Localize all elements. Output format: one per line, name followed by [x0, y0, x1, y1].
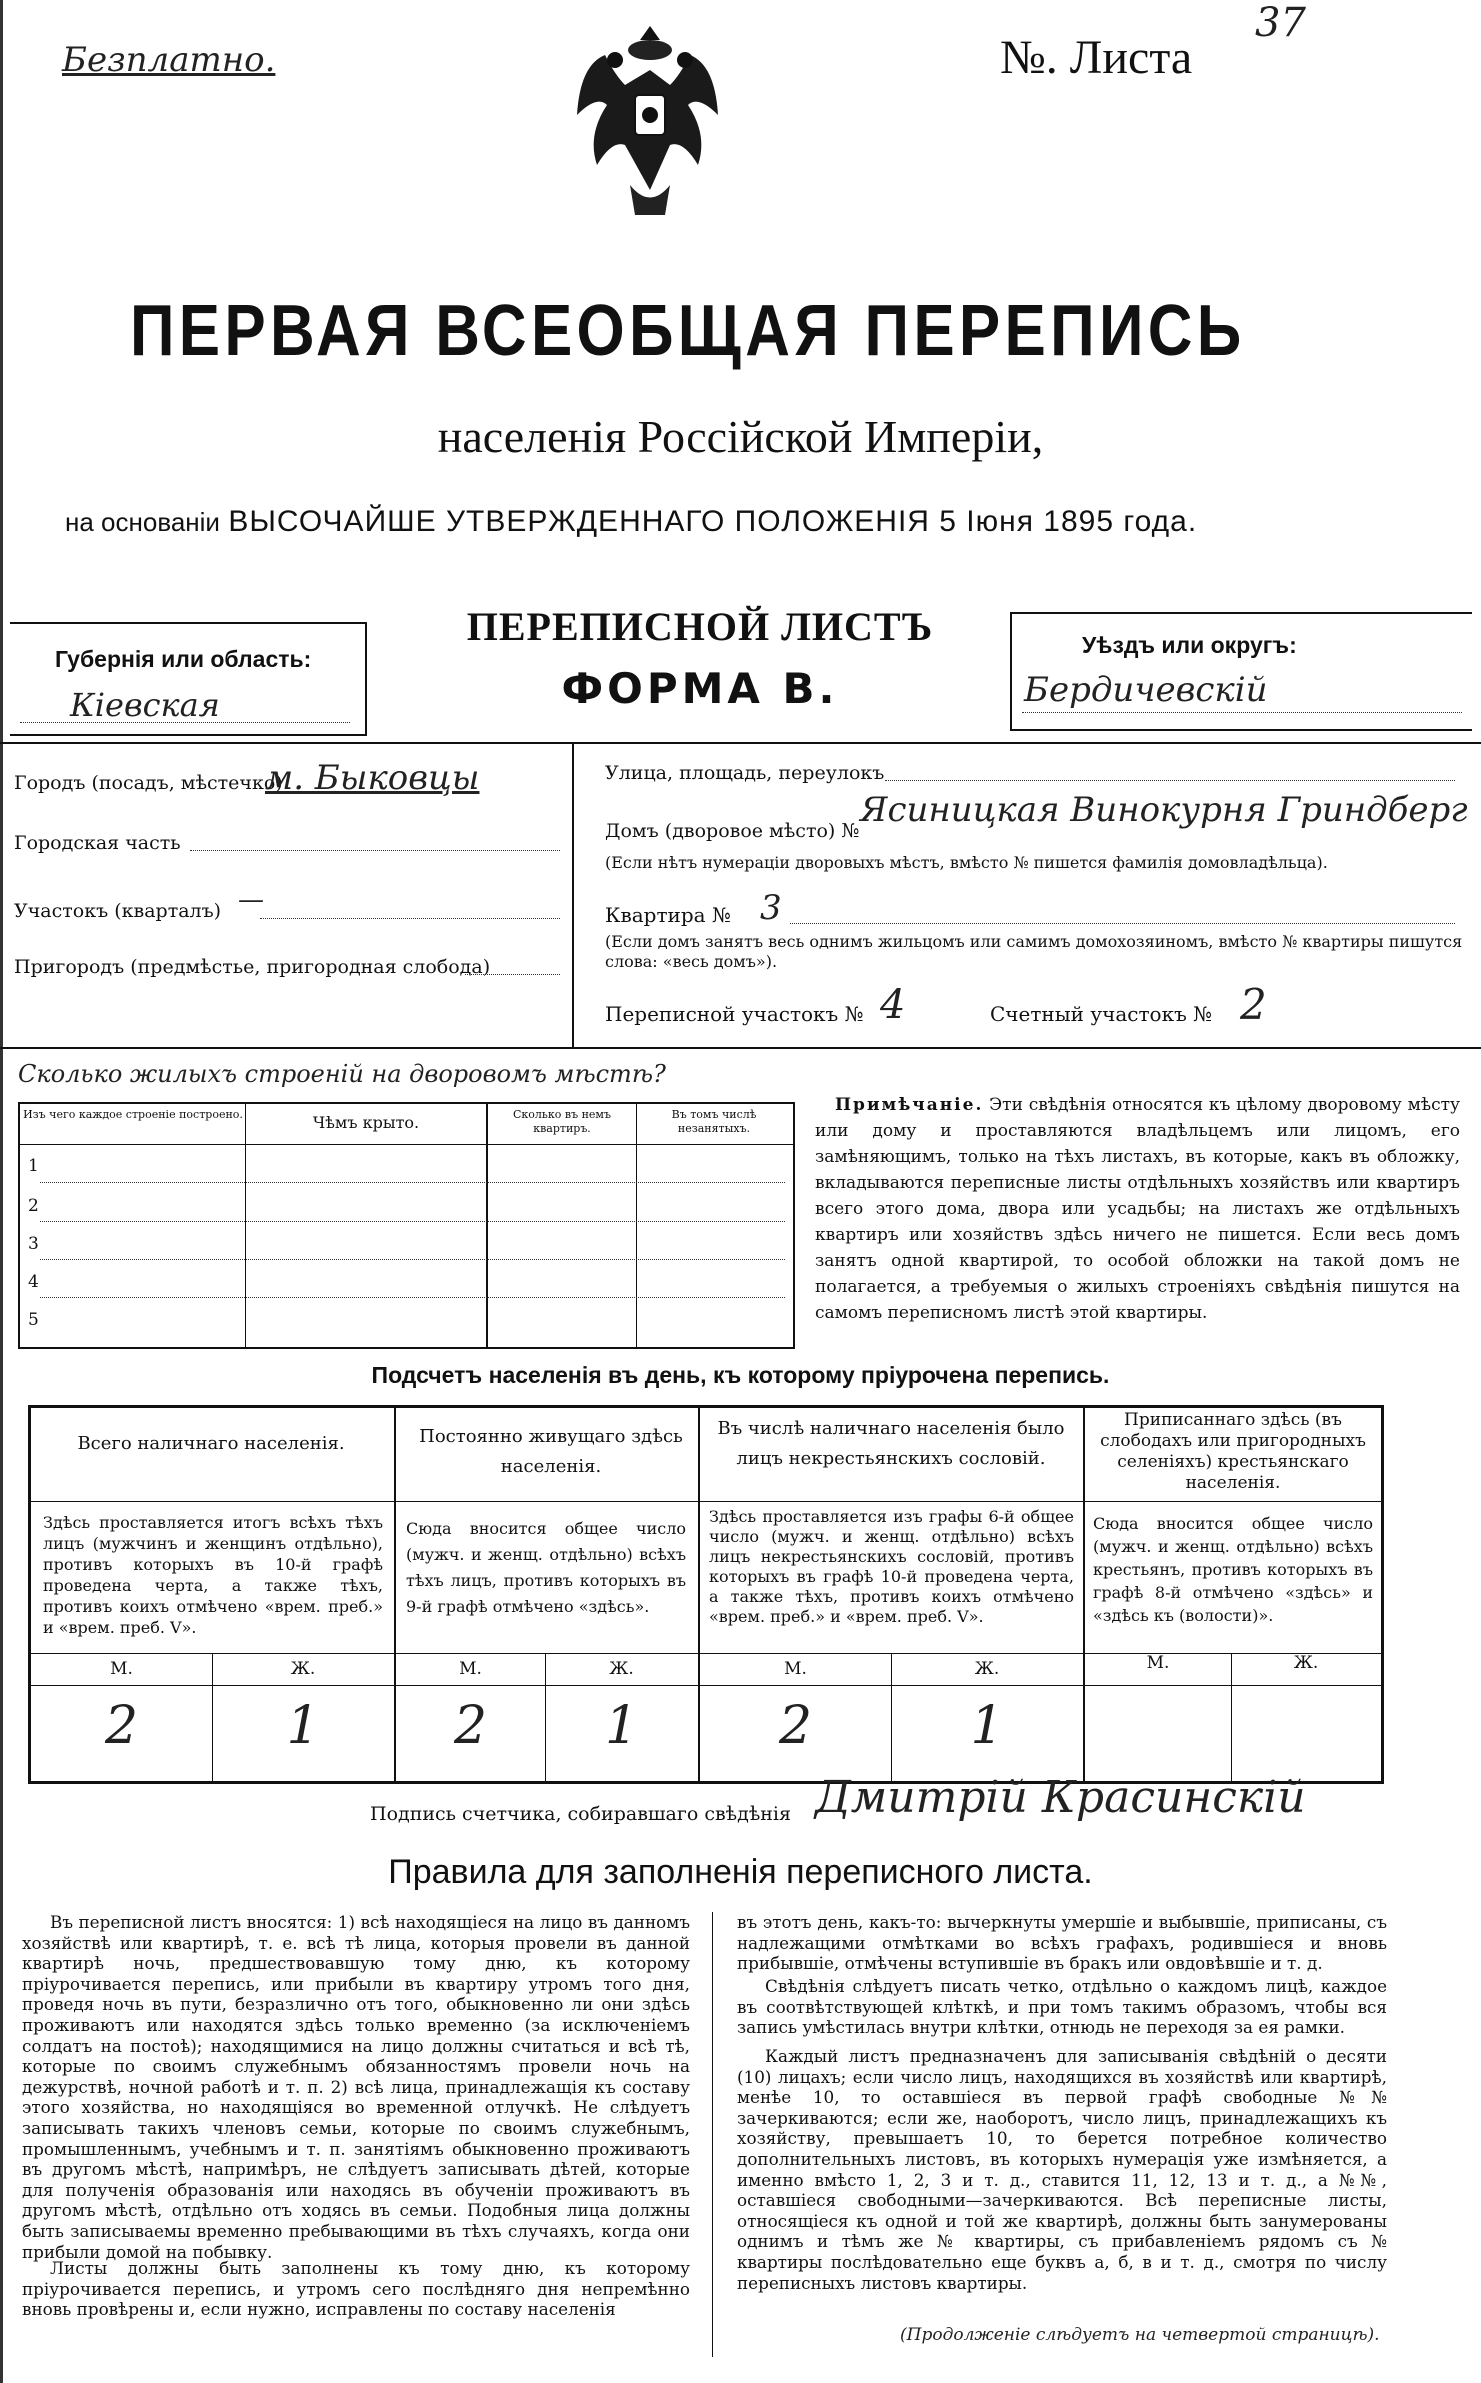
sheet-no-value: 37 — [1255, 0, 1306, 46]
rules-right-p2: Свѣдѣнія слѣдуетъ писать четко, отдѣльно о каждомъ лицѣ, каждое въ соотвѣтствующей клѣткѣ, и при томъ такимъ образомъ, чтобы вся запись умѣстилась внутри клѣтки, отнюдь не переходя за ея рамки. — [737, 1976, 1387, 2038]
basis-line — [65, 505, 1197, 539]
note-text: Эти свѣдѣнія относятся къ цѣлому дворовому мѣсту или дому и проставляются владѣльцемъ или лицомъ, его замѣняющимъ, только на тѣхъ листахъ, въ которые, какъ въ обложку, вкладываются переписные листы отдѣльныхъ хозяйствъ или квартиръ всего этого дома, двора или усадьбы; на листахъ же отдѣльныхъ квартиръ или хозяйствъ здѣсь ничего не пишется. Если весь домъ занятъ одной квартирой, то особой обложки на такой домъ не полагается, а требуемыя о жилыхъ строеніяхъ свѣдѣнія пишутся на самомъ переписномъ листѣ этой квартиры. — [815, 1095, 1461, 1323]
count-area-value: 2 — [1240, 980, 1267, 1029]
district-value: — — [238, 885, 264, 915]
house-note: (Если нѣтъ нумераціи дворовыхъ мѣстъ, вмѣсто № пишется фамилія домовладѣльца). — [605, 853, 1328, 872]
house-label: Домъ (дворовое мѣсто) № — [605, 820, 860, 842]
buildings-head-vacant: Въ томъ числѣ незанятыхъ. — [671, 1108, 757, 1135]
count-desc-2: Сюда вносится общее число (мужч. и женщ. отдѣльно) всѣхъ тѣхъ лицъ, противъ которыхъ въ 9-й графѣ отмѣчено «здѣсь». — [406, 1519, 686, 1616]
apt-value: 3 — [760, 888, 782, 928]
main-subtitle: населенія Россійской Имперіи, — [437, 411, 1044, 462]
count-value-m-3: 2 — [778, 1696, 813, 1756]
rules-left-p2: Листы должны быть заполнены къ тому дню, къ которому пріурочивается перепись, и утромъ сего послѣдняго дня непремѣнно вновь провѣрены и, если нужно, исправлены по составу населенія — [22, 2258, 690, 2320]
gubernia-box — [10, 622, 367, 736]
census-area-value: 4 — [880, 982, 906, 1028]
signature-value: Дмитрій Красинскій — [815, 1772, 1306, 1823]
form-title-line2: ФОРМА В. — [561, 664, 839, 713]
free-label: Безплатно. — [62, 40, 276, 80]
count-m-label: М. — [459, 1659, 482, 1679]
count-f-label: Ж. — [974, 1659, 1000, 1679]
note-label: Примѣчаніе. — [835, 1095, 984, 1115]
note-paragraph — [815, 1092, 1460, 1326]
uezd-label: Уѣздъ или округъ: — [1082, 632, 1297, 658]
apt-label: Квартира № — [605, 903, 731, 927]
count-desc-4: Сюда вносится общее число (мужч. и женщ. отдѣльно) всѣхъ крестьянъ, противъ которыхъ въ графѣ 8-й отмѣчено «здѣсь» и «здѣсь къ (волости)». — [1093, 1514, 1373, 1625]
count-f-label: Ж. — [290, 1659, 316, 1679]
count-m-label: М. — [1146, 1653, 1170, 1673]
gubernia-label: Губернія или область: — [55, 646, 312, 672]
rules-right-p1: въ этотъ день, какъ-то: вычеркнуты умершіе и выбывшіе, приписаны, съ надлежащими отмѣтками во всѣхъ графахъ, родившіеся и вновь прибывшіе, отмѣчены вступившіе въ бракъ или овдовѣвшіе и т. д. — [737, 1912, 1387, 1974]
buildings-row: 1 — [28, 1156, 39, 1176]
count-m-label: М. — [110, 1659, 133, 1679]
rules-title: Правила для заполненія переписного листа. — [388, 1853, 1093, 1891]
buildings-head-apartments: Сколько въ немъ квартиръ. — [513, 1108, 611, 1135]
count-desc-1: Здѣсь проставляется итогъ всѣхъ тѣхъ лицъ (мужчинъ и женщинъ отдѣльно), противъ которыхъ въ 10-й графѣ проведена черта, а также тѣхъ, противъ коихъ отмѣчено «врем. преб.» и «врем. преб. V». — [43, 1513, 383, 1637]
count-value-f-3: 1 — [970, 1696, 1004, 1756]
city-part-label: Городская часть — [14, 832, 181, 854]
buildings-row: 3 — [28, 1234, 39, 1254]
count-f-label: Ж. — [1293, 1653, 1319, 1673]
count-head-1: Всего наличнаго населенія. — [77, 1433, 345, 1454]
buildings-question: Сколько жилыхъ строеній на дворовомъ мѣстѣ? — [18, 1060, 666, 1088]
buildings-table — [18, 1102, 795, 1349]
rules-left-p1: Въ переписной листъ вносятся: 1) всѣ находящіеся на лицо въ данномъ хозяйствѣ или квартирѣ, т. е. всѣ тѣ лица, которыя провели въ данной квартирѣ ночь, предшествовавшую тому дню, къ которому пріурочивается перепись, или прибыли въ квартиру утромъ того дня, проведя ночь въ пути, безразлично отъ того, обыкновенно ли они здѣсь проживаютъ или находятся здѣсь только временно (за исключеніемъ солдатъ на постоѣ); находящимися на лицо должны считаться и всѣ тѣ, которые по своимъ служебнымъ обязанностямъ провели ночь на дежурствѣ, ночной работѣ и т. п. 2) всѣ лица, принадлежащія къ составу этого хозяйства, но находящіяся во временной отлучкѣ. Не слѣдуетъ записывать такихъ членовъ семьи, которые по своимъ служебнымъ, промышленнымъ, учебнымъ и т. п. занятіямъ обыкновенно проживаютъ въ другомъ мѣстѣ, напримѣръ, не слѣдуетъ записывать дѣтей, которые для полученія образованія или находясь въ обученіи проживаютъ въ другомъ мѣстѣ, отдѣльно отъ ходясь въ семьи. Подобныя лица должны быть записываемы временно пребывающими въ тѣхъ случаяхъ, когда они прибыли домой на побывку. — [22, 1912, 690, 2262]
house-value: Ясиницкая Винокурня Гриндберг — [860, 790, 1468, 830]
city-value: м. Быковцы — [265, 758, 480, 798]
census-area-label: Переписной участокъ № — [605, 1002, 864, 1026]
buildings-head-material: Изъ чего каждое строеніе построено. — [23, 1108, 243, 1121]
count-table — [28, 1405, 1384, 1784]
uezd-box — [1010, 612, 1472, 731]
uezd-value: Бердичевскій — [1024, 670, 1268, 710]
count-head-3: Въ числѣ наличнаго населенія было лицъ некрестьянскихъ сословій. — [717, 1418, 1065, 1469]
city-label: Городъ (посадъ, мѣстечко) — [14, 772, 283, 794]
count-head-2: Постоянно живущаго здѣсь населенія. — [419, 1426, 683, 1477]
count-m-label: М. — [784, 1659, 807, 1679]
gubernia-value: Кіевская — [70, 686, 220, 724]
count-value-f-2: 1 — [604, 1696, 639, 1756]
imperial-eagle-emblem — [575, 20, 725, 230]
buildings-row: 2 — [28, 1196, 39, 1216]
sheet-no-label: №. Листа — [1000, 31, 1193, 84]
basis-prefix: на основаніи — [65, 507, 220, 537]
basis-text: ВЫСОЧАЙШЕ УТВЕРЖДЕННАГО ПОЛОЖЕНІЯ 5 Іюня 1895 года. — [228, 505, 1198, 538]
signature-label: Подпись счетчика, собиравшаго свѣдѣнія — [370, 1803, 791, 1825]
count-f-label: Ж. — [609, 1659, 634, 1679]
form-title-line1: ПЕРЕПИСНОЙ ЛИСТЪ — [466, 604, 934, 649]
count-value-m-2: 2 — [453, 1696, 488, 1756]
count-value-f-1: 1 — [286, 1696, 320, 1756]
apt-note: (Если домъ занятъ весь однимъ жильцомъ или самимъ домохозяиномъ, вмѣсто № квартиры пишутся слова: «весь домъ»). — [605, 932, 1463, 971]
buildings-row: 4 — [28, 1272, 39, 1292]
count-area-label: Счетный участокъ № — [990, 1002, 1213, 1026]
buildings-row: 5 — [28, 1310, 39, 1330]
rules-continued: (Продолженіе слѣдуетъ на четвертой страницѣ). — [900, 2325, 1380, 2345]
suburb-label: Пригородъ (предмѣстье, пригородная слобода) — [14, 956, 491, 978]
margin-rule — [0, 0, 3, 2383]
buildings-head-roof: Чѣмъ крыто. — [312, 1113, 420, 1132]
rules-right-p3: Каждый листъ предназначенъ для записыванія свѣдѣній о десяти (10) лицахъ; если число лицъ, находящихся въ хозяйствѣ или квартирѣ, менѣе 10, то оставшіеся въ первой графѣ свободные №№ зачеркиваются; если же, наоборотъ, число лицъ, принадлежащихъ къ хозяйству, превышаетъ 10, то берется потребное количество дополнительныхъ листовъ, въ которыхъ нумерація уже измѣняется, а именно вмѣсто 1, 2, 3 и т. д., ставится 11, 12, 13 и т. д., а №№, оставшіеся свободными—зачеркиваются. Всѣ переписные листы, относящіеся къ одной и той же квартирѣ, должны быть занумерованы однимъ и тѣмъ же № квартиры, съ прибавленіемъ рядомъ съ № квартиры послѣдовательно еще буквъ а, б, в и т. д., смотря по числу переписныхъ листовъ квартиры. — [737, 2046, 1387, 2293]
count-head-4: Приписаннаго здѣсь (въ слободахъ или пригородныхъ селеніяхъ) крестьянскаго населенія. — [1100, 1410, 1366, 1493]
count-value-m-1: 2 — [104, 1696, 139, 1756]
main-title: ПЕРВАЯ ВСЕОБЩАЯ ПЕРЕПИСЬ — [130, 291, 1246, 371]
count-desc-3: Здѣсь проставляется изъ графы 6-й общее число (мужч. и женщ. отдѣльно) всѣхъ лицъ некрестьянскихъ сословій, противъ которыхъ въ графѣ 10-й проведена черта, а также тѣхъ, противъ коихъ отмѣчено «врем. преб.» и «врем. преб. V». — [709, 1507, 1074, 1626]
count-title: Подсчетъ населенія въ день, къ которому пріурочена перепись. — [371, 1362, 1110, 1388]
district-label: Участокъ (кварталъ) — [14, 900, 222, 922]
street-label: Улица, площадь, переулокъ — [605, 762, 885, 784]
